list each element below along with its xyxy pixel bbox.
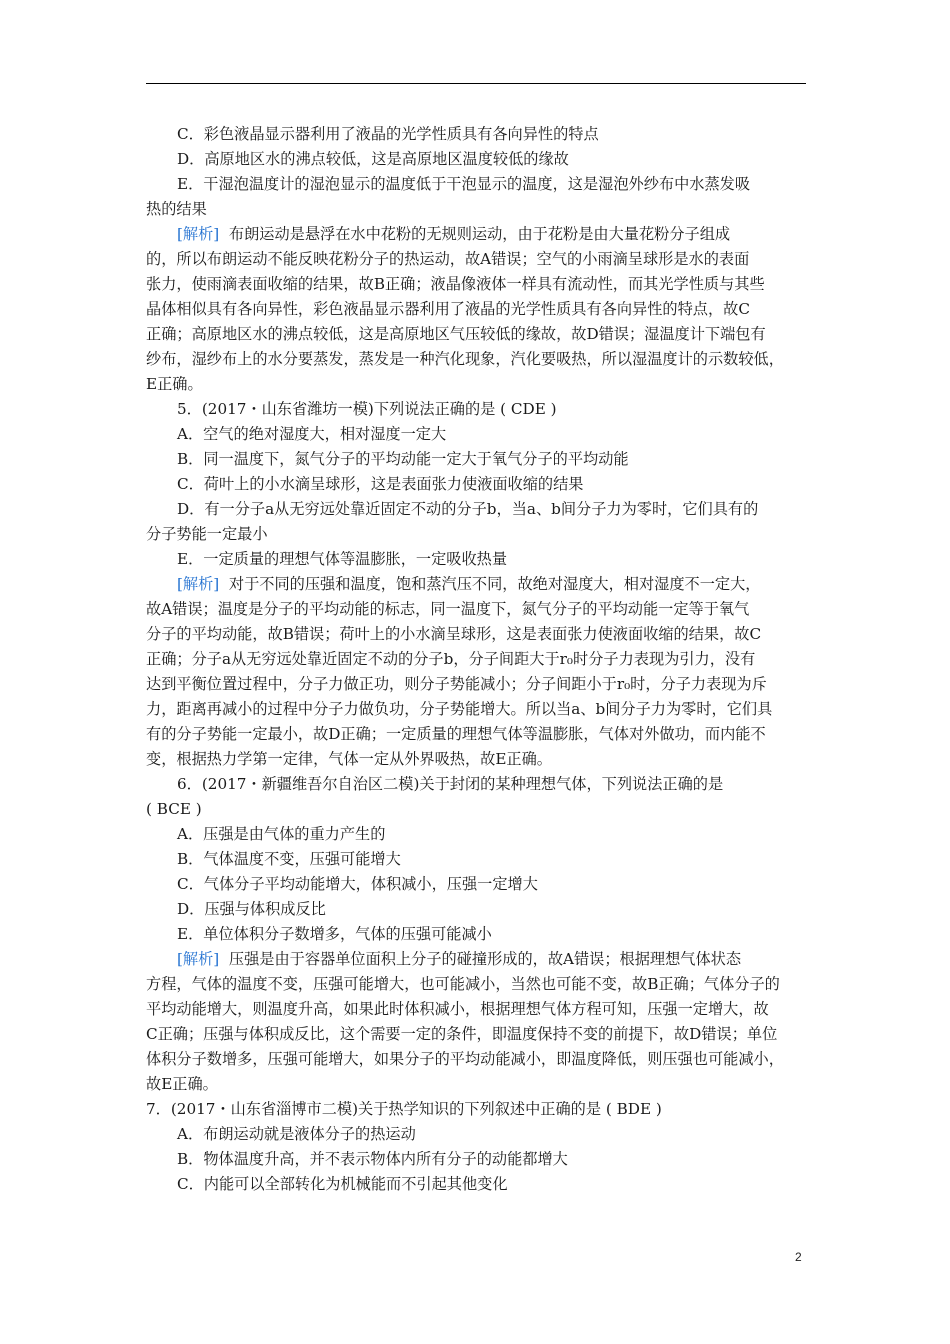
text-line: 正确；高原地区水的沸点较低，这是高原地区气压较低的缘故，故D错误；湿温度计下端包有 (146, 325, 766, 343)
text-line: 故E正确。 (146, 1075, 218, 1093)
analysis-tag: [解析] (177, 950, 220, 968)
question-line: 6．(2017・新疆维吾尔自治区二模)关于封闭的某种理想气体，下列说法正确的是 (177, 775, 724, 793)
text-line: 热的结果 (146, 200, 207, 218)
option-line: B．气体温度不变，压强可能增大 (177, 850, 401, 868)
analysis-line: [解析] 对于不同的压强和温度，饱和蒸汽压不同，故绝对湿度大，相对湿度不一定大， (177, 575, 761, 593)
question-line: 5．(2017・山东省潍坊一模)下列说法正确的是 ( CDE ) (177, 400, 557, 418)
text-line: 故A错误；温度是分子的平均动能的标志，同一温度下，氮气分子的平均动能一定等于氧气 (146, 600, 750, 618)
option-line: E．一定质量的理想气体等温膨胀，一定吸收热量 (177, 550, 508, 568)
option-line: E．单位体积分子数增多，气体的压强可能减小 (177, 925, 492, 943)
text-line: D．高原地区水的沸点较低，这是高原地区温度较低的缘故 (177, 150, 569, 168)
text-line: 有的分子势能一定最小，故D正确；一定质量的理想气体等温膨胀，气体对外做功，而内能不 (146, 725, 766, 743)
option-line: B．物体温度升高，并不表示物体内所有分子的动能都增大 (177, 1150, 568, 1168)
question-line: A．布朗运动就是液体分子的热运动 (177, 1125, 416, 1143)
text-line: E正确。 (146, 375, 203, 393)
text-line: E．干湿泡温度计的湿泡显示的温度低于干泡显示的温度，这是湿泡外纱布中水蒸发吸 (177, 175, 751, 193)
header-rule (146, 83, 806, 84)
option-line: C．内能可以全部转化为机械能而不引起其他变化 (177, 1175, 508, 1193)
analysis-line: [解析] 布朗运动是悬浮在水中花粉的无规则运动，由于花粉是由大量花粉分子组成 (177, 225, 731, 243)
analysis-tag: [解析] (177, 225, 220, 243)
analysis-tag: [解析] (177, 575, 220, 593)
option-line: C．荷叶上的小水滴呈球形，这是表面张力使液面收缩的结果 (177, 475, 584, 493)
text-line: 方程，气体的温度不变，压强可能增大，也可能减小，当然也可能不变，故B正确；气体分子的 (146, 975, 780, 993)
text-line: 分子势能一定最小 (146, 525, 268, 543)
text-line: 体积分子数增多，压强可能增大，如果分子的平均动能减小，即温度降低，则压强也可能减小， (146, 1050, 784, 1068)
option-line: D．有一分子a从无穷远处靠近固定不动的分子b，当a、b间分子力为零时，它们具有的 (177, 500, 759, 518)
option-line: D．压强与体积成反比 (177, 900, 326, 918)
text-line: 的，所以布朗运动不能反映花粉分子的热运动，故A错误；空气的小雨滴呈球形是水的表面 (146, 250, 750, 268)
analysis-line: [解析] 压强是由于容器单位面积上分子的碰撞形成的，故A错误；根据理想气体状态 (177, 950, 742, 968)
text-line: ( BCE ) (146, 800, 202, 818)
text-line: 平均动能增大，则温度升高，如果此时体积减小，根据理想气体方程可知，压强一定增大，故 (146, 1000, 769, 1018)
text-line: 纱布，湿纱布上的水分要蒸发，蒸发是一种汽化现象，汽化要吸热，所以湿温度计的示数较低， (146, 350, 784, 368)
text-line: 正确；分子a从无穷远处靠近固定不动的分子b，分子间距大于r₀时分子力表现为引力，没有 (146, 650, 756, 668)
option-line: A．空气的绝对湿度大，相对湿度一定大 (177, 425, 447, 443)
page-number: 2 (795, 1250, 802, 1264)
text-line: 张力，使雨滴表面收缩的结果，故B正确；液晶像液体一样具有流动性，而其光学性质与其些 (146, 275, 765, 293)
text-line: 7．(2017・山东省淄博市二模)关于热学知识的下列叙述中正确的是 ( BDE ) (146, 1100, 662, 1118)
text-line: 达到平衡位置过程中，分子力做正功，则分子势能减小；分子间距小于r₀时，分子力表现为斥 (146, 675, 767, 693)
option-line: C．气体分子平均动能增大，体积减小，压强一定增大 (177, 875, 538, 893)
text-line: 力，距离再减小的过程中分子力做负功，分子势能增大。所以当a、b间分子力为零时，它们具 (146, 700, 773, 718)
text-line: 变，根据热力学第一定律，气体一定从外界吸热，故E正确。 (146, 750, 552, 768)
option-line: B．同一温度下，氮气分子的平均动能一定大于氧气分子的平均动能 (177, 450, 629, 468)
text-line: 分子的平均动能，故B错误；荷叶上的小水滴呈球形，这是表面张力使液面收缩的结果，故C (146, 625, 762, 643)
text-line: 晶体相似具有各向异性，彩色液晶显示器利用了液晶的光学性质具有各向异性的特点，故C (146, 300, 750, 318)
text-line: C．彩色液晶显示器利用了液晶的光学性质具有各向异性的特点 (177, 125, 599, 143)
option-line: A．压强是由气体的重力产生的 (177, 825, 386, 843)
text-line: C正确；压强与体积成反比，这个需要一定的条件，即温度保持不变的前提下，故D错误；单位 (146, 1025, 778, 1043)
